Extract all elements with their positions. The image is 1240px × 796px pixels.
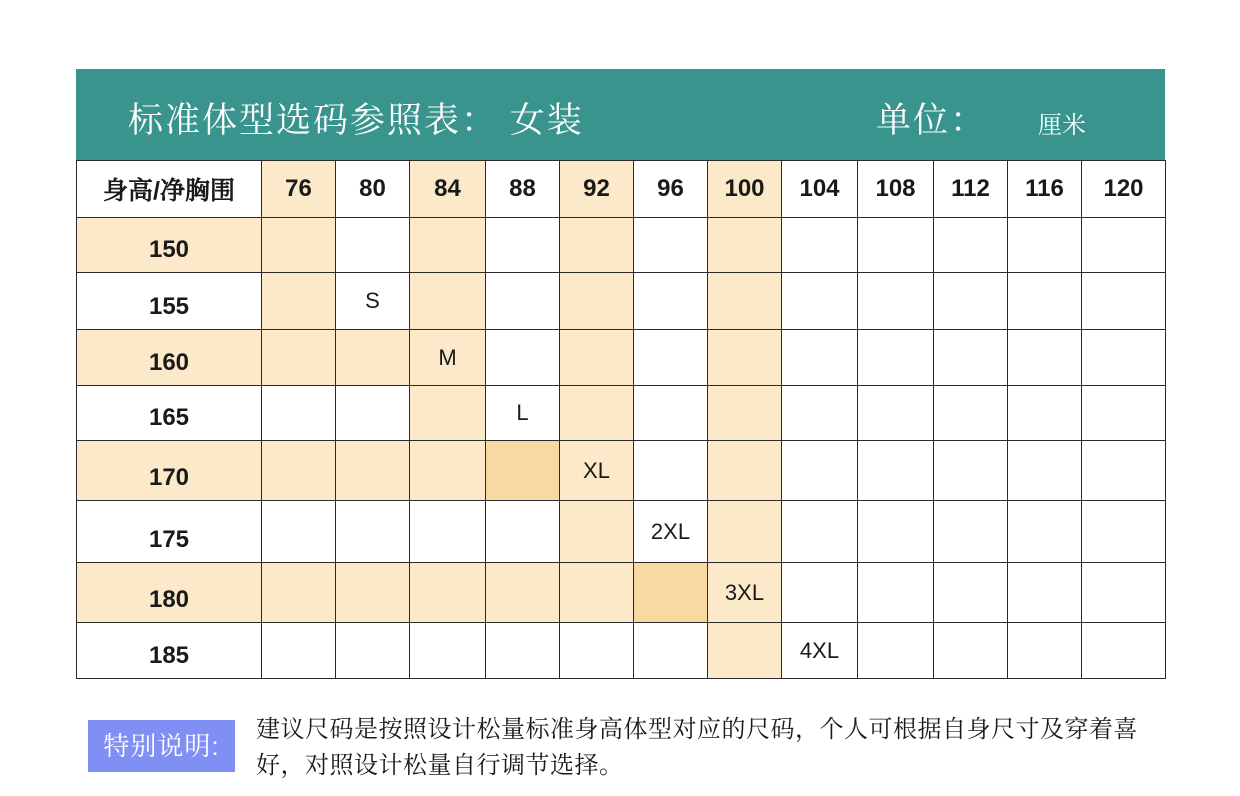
bust-column-header: 100 [708, 161, 782, 218]
unit-label: 单位： [876, 101, 988, 140]
size-cell [708, 623, 782, 679]
size-cell [262, 623, 336, 679]
size-cell [1082, 441, 1166, 501]
table-row [77, 623, 1166, 679]
size-cell [782, 441, 858, 501]
size-cell [858, 623, 934, 679]
unit-value: 厘米 [1038, 112, 1086, 139]
bust-column-header: 104 [782, 161, 858, 218]
size-cell [858, 218, 934, 273]
bust-column-header: 84 [410, 161, 486, 218]
bust-column-header: 80 [336, 161, 410, 218]
size-cell [634, 441, 708, 501]
chart-header [76, 69, 1165, 160]
size-cell [1082, 386, 1166, 441]
size-cell [486, 330, 560, 386]
size-cell [934, 386, 1008, 441]
bust-column-header: 112 [934, 161, 1008, 218]
size-cell [1082, 273, 1166, 330]
size-cell [634, 563, 708, 623]
bust-column-header: 116 [1008, 161, 1082, 218]
size-cell [782, 563, 858, 623]
note-badge: 特别说明: [88, 720, 235, 772]
height-label: 170 [77, 441, 262, 501]
size-cell [1082, 501, 1166, 563]
size-cell [336, 501, 410, 563]
corner-label: 身高/净胸围 [77, 161, 262, 218]
size-cell [858, 273, 934, 330]
chart-title: 标准体型选码参照表： 女装 [128, 101, 584, 140]
size-cell [262, 273, 336, 330]
size-cell [560, 623, 634, 679]
size-cell [560, 501, 634, 563]
height-label: 175 [77, 501, 262, 563]
size-cell [262, 501, 336, 563]
size-cell [634, 273, 708, 330]
size-cell [1008, 501, 1082, 563]
height-label: 165 [77, 386, 262, 441]
size-cell: 2XL [634, 501, 708, 563]
size-cell [1008, 330, 1082, 386]
bust-column-header: 88 [486, 161, 560, 218]
size-cell [1008, 623, 1082, 679]
height-label: 185 [77, 623, 262, 679]
height-label: 155 [77, 273, 262, 330]
size-cell [560, 330, 634, 386]
size-cell [486, 273, 560, 330]
height-label: 160 [77, 330, 262, 386]
size-cell [782, 218, 858, 273]
size-cell [410, 563, 486, 623]
size-cell [1082, 563, 1166, 623]
size-cell [336, 218, 410, 273]
bust-column-header: 76 [262, 161, 336, 218]
size-cell [634, 218, 708, 273]
size-cell [336, 330, 410, 386]
size-cell [708, 501, 782, 563]
bust-column-header: 120 [1082, 161, 1166, 218]
size-cell [560, 563, 634, 623]
size-cell [262, 330, 336, 386]
table-row [77, 330, 1166, 386]
size-cell [410, 623, 486, 679]
table-row [77, 386, 1166, 441]
size-cell [634, 386, 708, 441]
size-cell [934, 273, 1008, 330]
size-cell [934, 501, 1008, 563]
size-cell: L [486, 386, 560, 441]
bust-column-header: 108 [858, 161, 934, 218]
size-cell [634, 623, 708, 679]
size-cell [1008, 386, 1082, 441]
size-cell [410, 386, 486, 441]
size-cell [782, 501, 858, 563]
size-cell [1008, 441, 1082, 501]
size-cell [486, 218, 560, 273]
bust-column-header: 92 [560, 161, 634, 218]
size-cell [858, 386, 934, 441]
size-cell [1008, 218, 1082, 273]
size-cell [1082, 330, 1166, 386]
size-cell [708, 441, 782, 501]
size-table-body [77, 218, 1166, 679]
size-cell [560, 218, 634, 273]
size-table [76, 160, 1166, 679]
size-cell [560, 273, 634, 330]
size-cell: S [336, 273, 410, 330]
size-cell [262, 441, 336, 501]
size-cell [486, 563, 560, 623]
size-cell [634, 330, 708, 386]
size-cell [934, 441, 1008, 501]
size-cell [1082, 218, 1166, 273]
size-cell [708, 330, 782, 386]
size-cell [934, 623, 1008, 679]
size-cell [858, 441, 934, 501]
size-cell [486, 501, 560, 563]
height-label: 180 [77, 563, 262, 623]
size-cell [486, 623, 560, 679]
size-cell [262, 563, 336, 623]
size-cell [1008, 563, 1082, 623]
size-cell [336, 386, 410, 441]
size-cell [708, 218, 782, 273]
size-cell [858, 563, 934, 623]
size-cell [336, 563, 410, 623]
size-cell [486, 441, 560, 501]
size-cell [410, 273, 486, 330]
table-row [77, 218, 1166, 273]
size-cell: 3XL [708, 563, 782, 623]
size-cell [782, 386, 858, 441]
size-cell: 4XL [782, 623, 858, 679]
size-cell [858, 330, 934, 386]
size-cell [858, 501, 934, 563]
header-row [77, 161, 1166, 218]
note-text: 建议尺码是按照设计松量标准身高体型对应的尺码，个人可根据自身尺寸及穿着喜好，对照设计松量自行调节选择。 [256, 716, 1138, 779]
size-cell [708, 386, 782, 441]
height-label: 150 [77, 218, 262, 273]
size-cell [934, 563, 1008, 623]
size-cell [934, 218, 1008, 273]
size-cell [336, 623, 410, 679]
size-cell [410, 218, 486, 273]
size-cell [560, 386, 634, 441]
table-row [77, 501, 1166, 563]
table-row [77, 273, 1166, 330]
size-cell [1008, 273, 1082, 330]
size-cell: M [410, 330, 486, 386]
size-cell [782, 330, 858, 386]
size-cell [708, 273, 782, 330]
size-cell [262, 386, 336, 441]
size-cell [934, 330, 1008, 386]
size-cell [410, 501, 486, 563]
table-row [77, 441, 1166, 501]
size-cell [336, 441, 410, 501]
bust-column-header: 96 [634, 161, 708, 218]
table-row [77, 563, 1166, 623]
size-cell [262, 218, 336, 273]
size-cell: XL [560, 441, 634, 501]
size-chart [76, 69, 1165, 679]
size-cell [1082, 623, 1166, 679]
size-cell [410, 441, 486, 501]
size-cell [782, 273, 858, 330]
